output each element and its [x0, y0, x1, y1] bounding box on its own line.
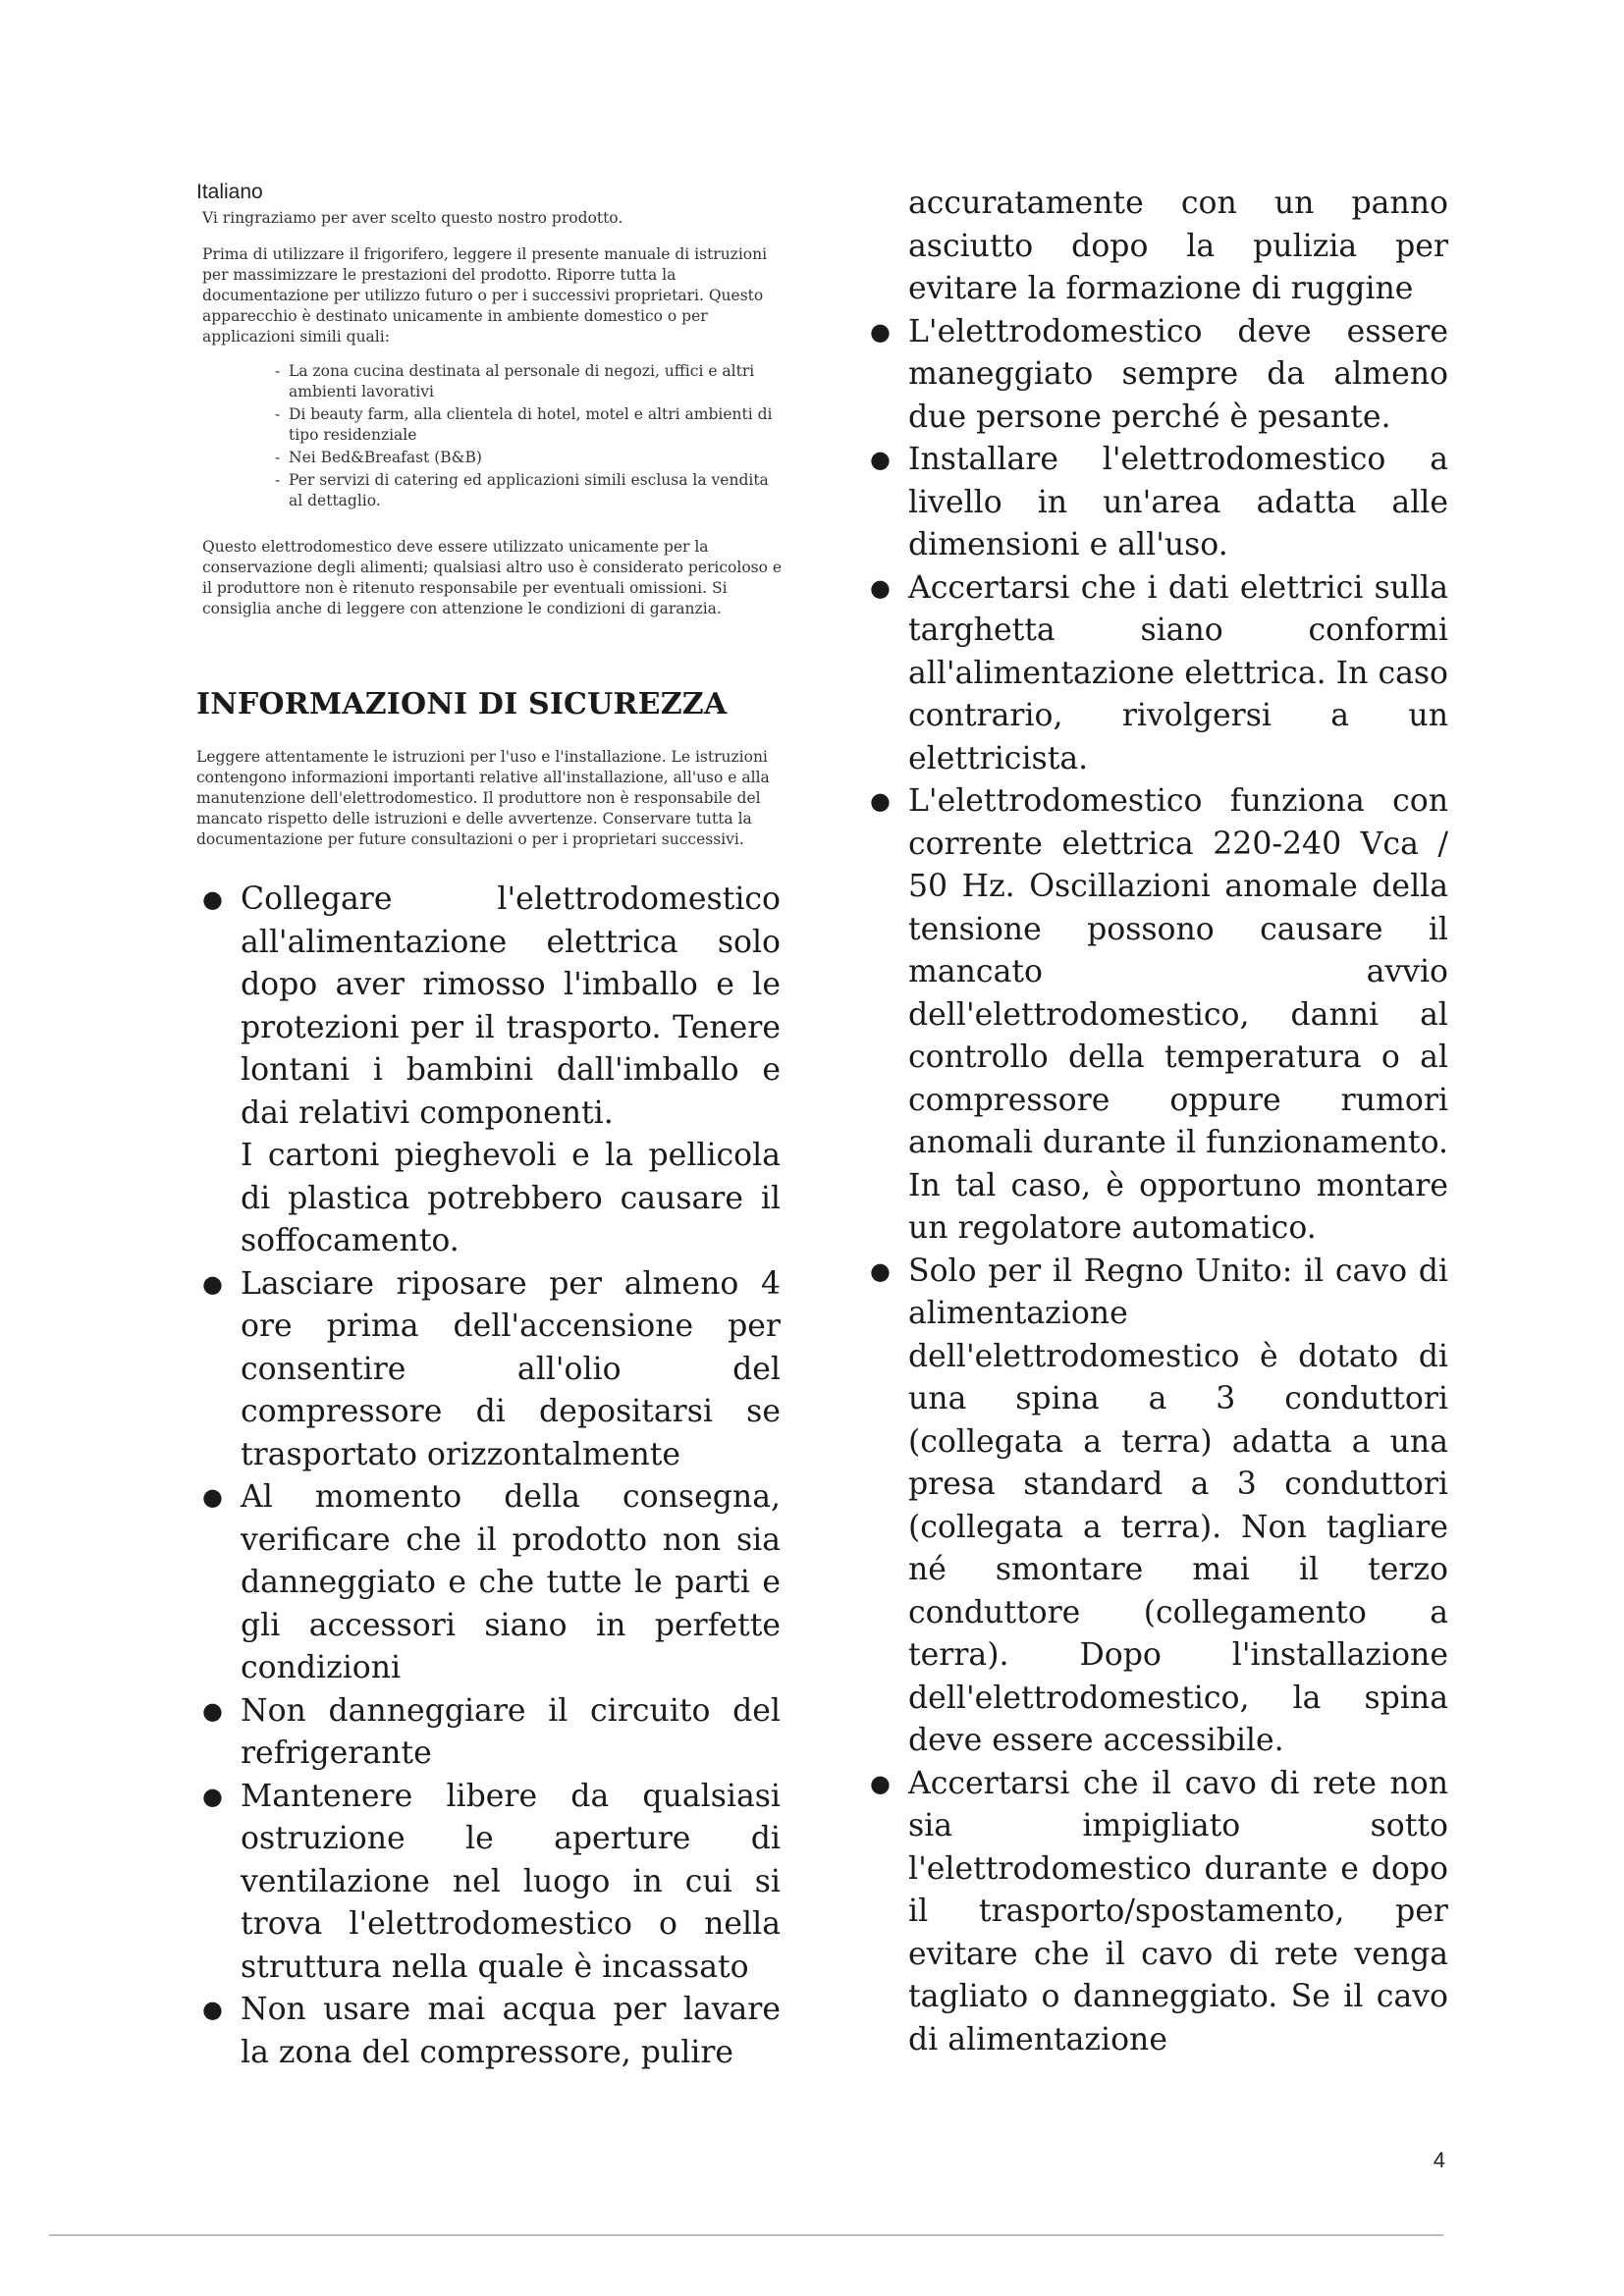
list-item	[196, 879, 781, 1263]
item-text: Installare l'elettrodomestico a livello in un'area adatta alle dimensioni e all'uso.	[908, 442, 1448, 562]
bullet-icon: ●	[202, 1696, 223, 1725]
footer-divider	[49, 2234, 1443, 2236]
list-item	[864, 439, 1448, 567]
list-item	[196, 1263, 781, 1477]
item-extra-text: I cartoni pieghevoli e la pellicola di plastica potrebbero causare il soffocamento.	[241, 1138, 781, 1258]
usage-item: - Per servizi di catering ed applicazioni simili esclusa la vendita al dettaglio.	[275, 470, 785, 511]
bullet-icon: ●	[870, 573, 891, 602]
usage-note: Questo elettrodomestico deve essere utilizzato unicamente per la conservazione degli alimenti; qualsiasi altro uso è considerato pericoloso e il produttore non è ritenuto responsabile per eventuali omissioni. Si consiglia anche di leggere con attenzione le condizioni di garanzia.	[202, 538, 783, 617]
intro-text	[202, 208, 785, 347]
bullet-icon: ●	[870, 1256, 891, 1285]
safety-list-left	[196, 879, 781, 2074]
bullet-icon: ●	[202, 885, 223, 913]
list-item	[196, 1476, 781, 1690]
usage-list	[275, 361, 785, 511]
item-text: Accertarsi che i dati elettrici sulla targhetta siano conformi all'alimentazione elettrica. In caso contrario, rivolgersi a un elettricista.	[908, 569, 1448, 776]
safety-intro: Leggere attentamente le istruzioni per l'uso e l'installazione. Le istruzioni contengono informazioni importanti relative all'installazione, all'uso e alla manutenzione dell'elettrodomestico. Il produttore non è responsabile del mancato rispetto delle istruzioni e delle avvertenze. Conservare tutta la documentazione per future consultazioni o per i proprietari successivi.	[196, 748, 770, 848]
bullet-icon: ●	[870, 317, 891, 346]
left-column	[196, 879, 781, 2074]
item-text: Accertarsi che il cavo di rete non sia impigliato sotto l'elettrodomestico durante e dopo il trasporto/spostamento, per evitare che il cavo di rete venga tagliato o danneggiato. Se il cavo di alimentazione	[908, 1765, 1448, 2057]
bullet-icon: ●	[870, 787, 891, 815]
list-item	[196, 1776, 781, 1990]
thanks-text: Vi ringraziamo per aver scelto questo nostro prodotto.	[202, 209, 623, 227]
list-item	[864, 311, 1448, 440]
bullet-icon: ●	[202, 1269, 223, 1298]
list-item	[864, 780, 1448, 1251]
item-text: Mantenere libere da qualsiasi ostruzione le aperture di ventilazione nel luogo in cui si trova l'elettrodomestico o nella struttura nella quale è incassato	[241, 1778, 781, 1985]
language-label: Italiano	[196, 181, 263, 203]
continued-text: accuratamente con un panno asciutto dopo la pulizia per evitare la formazione di ruggine	[908, 186, 1448, 306]
usage-item: - Nei Bed&Breafast (B&B)	[275, 448, 785, 468]
section-title: INFORMAZIONI DI SICUREZZA	[196, 687, 728, 721]
usage-item: - La zona cucina destinata al personale di negozi, uffici e altri ambienti lavorativi	[275, 361, 785, 402]
bullet-icon: ●	[870, 1769, 891, 1797]
list-item	[864, 567, 1448, 781]
list-item	[196, 1690, 781, 1776]
list-item	[864, 1251, 1448, 1763]
right-column	[864, 183, 1448, 2061]
page-number: 4	[1433, 2148, 1445, 2172]
intro-paragraph: Prima di utilizzare il frigorifero, leggere il presente manuale di istruzioni per massimizzare le prestazioni del prodotto. Riporre tutta la documentazione per utilizzo futuro o per i successivi proprietari. Questo apparecchio è destinato unicamente in ambiente domestico o per applicazioni simili quali:	[202, 245, 768, 346]
safety-list-right	[864, 311, 1448, 2062]
usage-item: - Di beauty farm, alla clientela di hotel, motel e altri ambienti di tipo residenziale	[275, 404, 785, 446]
bullet-icon: ●	[870, 446, 891, 473]
item-text: Collegare l'elettrodomestico all'alimentazione elettrica solo dopo aver rimosso l'imballo e le protezioni per il trasporto. Tenere lontani i bambini dall'imballo e dai relativi componenti.	[241, 881, 781, 1131]
item-text: Solo per il Regno Unito: il cavo di alimentazione dell'elettrodomestico è dotato di una spina a 3 conduttori (collegata a terra) adatta a una presa standard a 3 conduttori (collegata a terra). Non tagliare né smontare mai il terzo conduttore (collegamento a terra). Dopo l'installazione dell'elettrodomestico, la spina deve essere accessibile.	[908, 1253, 1448, 1758]
list-item	[196, 1989, 781, 2074]
usage-note-block	[202, 537, 785, 619]
bullet-icon: ●	[202, 1782, 223, 1810]
bullet-icon: ●	[202, 1996, 223, 2023]
item-text: Lasciare riposare per almeno 4 ore prima dell'accensione per consentire all'olio del compressore di depositarsi se trasportato orizzontalmente	[241, 1265, 781, 1472]
item-text: Al momento della consegna, verificare che il prodotto non sia danneggiato e che tutte le parti e gli accessori siano in perfette condizioni	[241, 1479, 781, 1685]
item-text: L'elettrodomestico deve essere maneggiato sempre da almeno due persone perché è pesante.	[908, 313, 1448, 435]
item-text: Non danneggiare il circuito del refrigerante	[241, 1692, 781, 1771]
item-text: L'elettrodomestico funziona con corrente elettrica 220-240 Vca / 50 Hz. Oscillazioni anomale della tensione possono causare il mancato avvio dell'elettrodomestico, danni al controllo della temperatura o al compressore oppure rumori anomali durante il funzionamento. In tal caso, è opportuno montare un regolatore automatico.	[908, 783, 1448, 1246]
item-text: Non usare mai acqua per lavare la zona del compressore, pulire	[241, 1992, 781, 2070]
bullet-icon: ●	[202, 1483, 223, 1511]
intro-section	[196, 181, 785, 637]
list-item	[864, 1763, 1448, 2062]
